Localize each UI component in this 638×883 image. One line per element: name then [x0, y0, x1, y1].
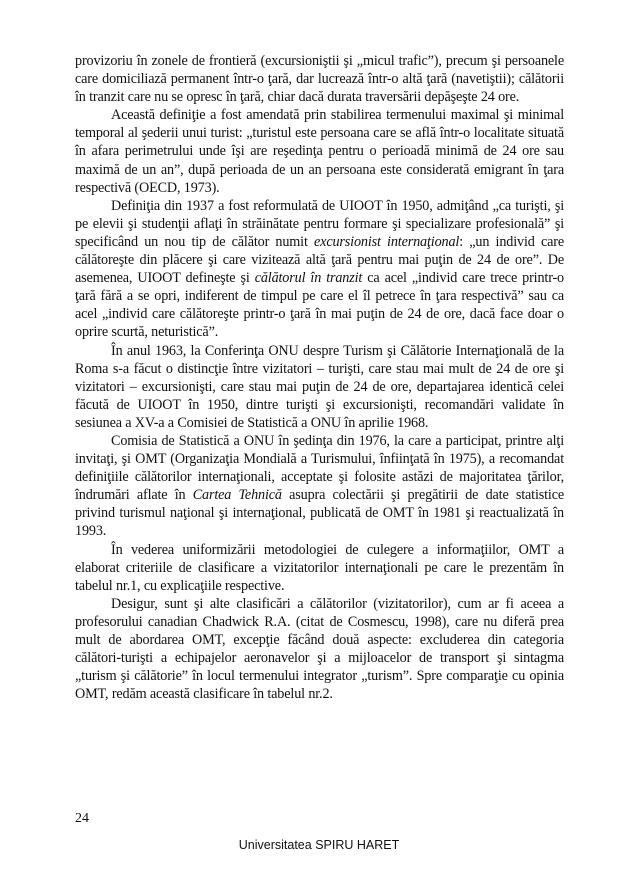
paragraph-3-part-e: ca acel „individ care trece printr-o ţară fără a se opri, indiferent de timpul pe care el îl petrece în ţara respectivă” sau ca acel „individ care călătoreşte printr-o ţară în mai puţin de 24 de ore, dacă face doar o oprire scurtă, neturistică”. — [75, 270, 565, 341]
paragraph-7: Desigur, sunt şi alte clasificări a călătorilor (vizitatorilor), cum ar fi aceea a profesorului canadian Chadwick R.A. (citat de Cosmescu, 1998), care nu diferă prea mult de abordarea OMT, excepţie făcând două aspecte: excluderea din categoria călători-turişti a echipajelor aeronavelor şi a mijloacelor de transport şi sintagma „turism şi călătorie” în locul termenului integrator „turism”. Spre comparaţie cu opinia OMT, redăm această clasificare în tabelul nr.2. — [75, 595, 564, 703]
term-cartea-tehnica: Cartea Tehnică — [192, 487, 282, 504]
paragraph-3-part-a: Definiţia din 1937 a fost reformulată de UIOOT în 1950, admiţând „ca turişti, şi pe elevii şi studenţii aflaţi în străinătate pentru formare şi specializare profesională” şi specificând un nou tip de călător numit — [75, 197, 564, 250]
page-number: 24 — [75, 811, 89, 826]
paragraph-3-part-c: : „un individ care călătoreşte din plăcere şi care vizitează altă ţară pentru mai puţin de 24 de ore”. De asemenea, UIOOT defineşte şi — [75, 233, 564, 287]
paragraph-5 — [75, 432, 564, 541]
footer-publisher: Universitatea SPIRU HARET — [238, 838, 400, 852]
paragraph-1: provizoriu în zonele de frontieră (excursioniştii şi „micul trafic”), precum şi persoanele care domiciliază permanent într-o ţară, dar lucrează într-o altă ţară (navetiştii); călătorii în tranzit care nu se opresc în ţară, chiar dacă durata traversării depăşeşte 24 ore. — [75, 53, 564, 106]
paragraph-6: În vederea uniformizării metodologiei de culegere a informaţiilor, OMT a elaborat criteriile de clasificare a vizitatorilor internaţionali pe care le prezentăm în tabelul nr.1, cu explicaţiile respective. — [75, 541, 564, 594]
body-text — [75, 52, 564, 703]
paragraph-3 — [75, 197, 564, 342]
term-excursionist-international: excursionist internaţional — [314, 233, 460, 250]
paragraph-4: În anul 1963, la Conferinţa ONU despre Turism şi Călătorie Internaţională de la Roma s-a făcut o distincţie între vizitatori – turişti, care stau mai mult de 24 de ore şi vizitatori – excursionişti, care stau mai puţin de 24 de ore, departajarea identică celei făcută de UIOOT în 1950, dintre turişti şi excursionişti, recomandări validate în sesiunea a XV-a a Comisiei de Statistică a ONU în aprilie 1968. — [75, 342, 564, 431]
term-calator-tranzit: călătorul în tranzit — [254, 270, 363, 287]
paragraph-5-part-a: Comisia de Statistică a ONU în şedinţa din 1976, la care a participat, printre alţi invitaţi, şi OMT (Organizaţia Mondială a Turismului, înfiinţată în 1975), a recomandat definiţiile călătorilor internaţionali, acceptate şi folosite astăzi de majoritatea ţărilor, îndrumări aflate în — [75, 432, 564, 504]
paragraph-5-part-c: asupra colectării şi pregătirii de date statistice privind turismul naţional şi internaţional, publicată de OMT în 1981 şi reactualizată în 1993. — [75, 487, 565, 540]
paragraph-2: Această definiţie a fost amendată prin stabilirea termenului maximal şi minimal temporal al şederii unui turist: „turistul este persoana care se află într-o localitate situată în afara perimetrului unde îşi are reşedinţa pentru o perioadă minimă de 24 ore sau maximă de un an”, după perioada de un an persoana este considerată emigrant în ţara respectivă (OECD, 1973). — [75, 107, 564, 196]
